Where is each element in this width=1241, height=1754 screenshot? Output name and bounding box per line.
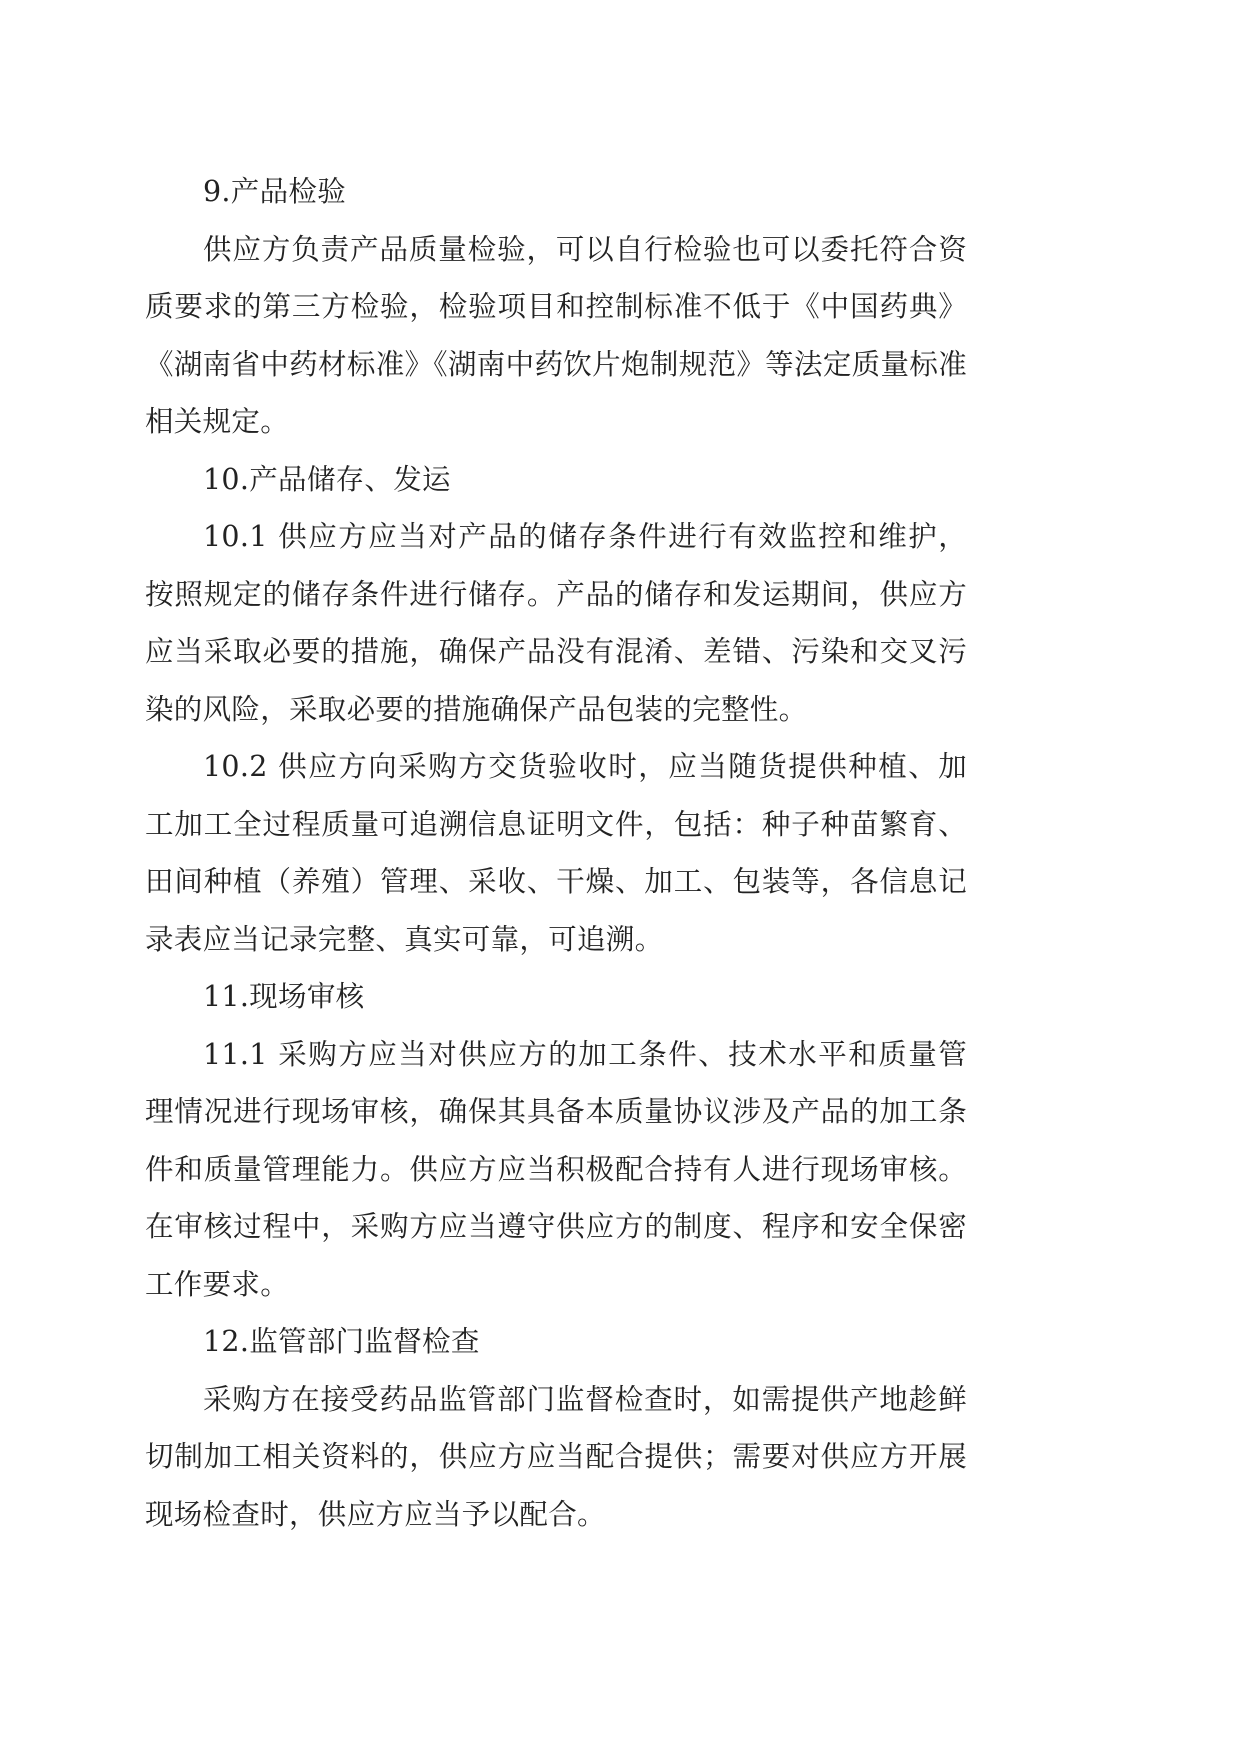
- section-heading-storage-shipping: 10.产品储存、发运: [203, 462, 451, 496]
- document-page: [145, 163, 967, 1543]
- paragraph-storage-10-1: 10.1 供应方应当对产品的储存条件进行有效监控和维护，按照规定的储存条件进行储存。产品的储存和发运期间，供应方应当采取必要的措施，确保产品没有混淆、差错、污染和交叉污染的风险，采取必要的措施确保产品包装的完整性。: [145, 520, 967, 726]
- section-heading-onsite-audit: 11.现场审核: [203, 980, 365, 1013]
- paragraph-delivery-10-2: 10.2 供应方向采购方交货验收时，应当随货提供种植、加工加工全过程质量可追溯信息证明文件，包括：种子种苗繁育、田间种植（养殖）管理、采收、干燥、加工、包装等，各信息记录表应当记录完整、真实可靠，可追溯。: [145, 750, 967, 956]
- section-heading-inspection: 9.产品检验: [203, 175, 346, 208]
- paragraph-inspection: 供应方负责产品质量检验，可以自行检验也可以委托符合资质要求的第三方检验，检验项目和控制标准不低于《中国药典》《湖南省中药材标准》《湖南中药饮片炮制规范》等法定质量标准相关规定。: [145, 232, 967, 438]
- paragraph-audit-11-1: 11.1 采购方应当对供应方的加工条件、技术水平和质量管理情况进行现场审核，确保其具备本质量协议涉及产品的加工条件和质量管理能力。供应方应当积极配合持有人进行现场审核。在审核过程中，采购方应当遵守供应方的制度、程序和安全保密工作要求。: [145, 1037, 967, 1301]
- section-heading-regulatory-inspection: 12.监管部门监督检查: [203, 1325, 480, 1358]
- paragraph-regulatory: 采购方在接受药品监管部门监督检查时，如需提供产地趁鲜切制加工相关资料的，供应方应当配合提供；需要对供应方开展现场检查时，供应方应当予以配合。: [145, 1382, 967, 1531]
